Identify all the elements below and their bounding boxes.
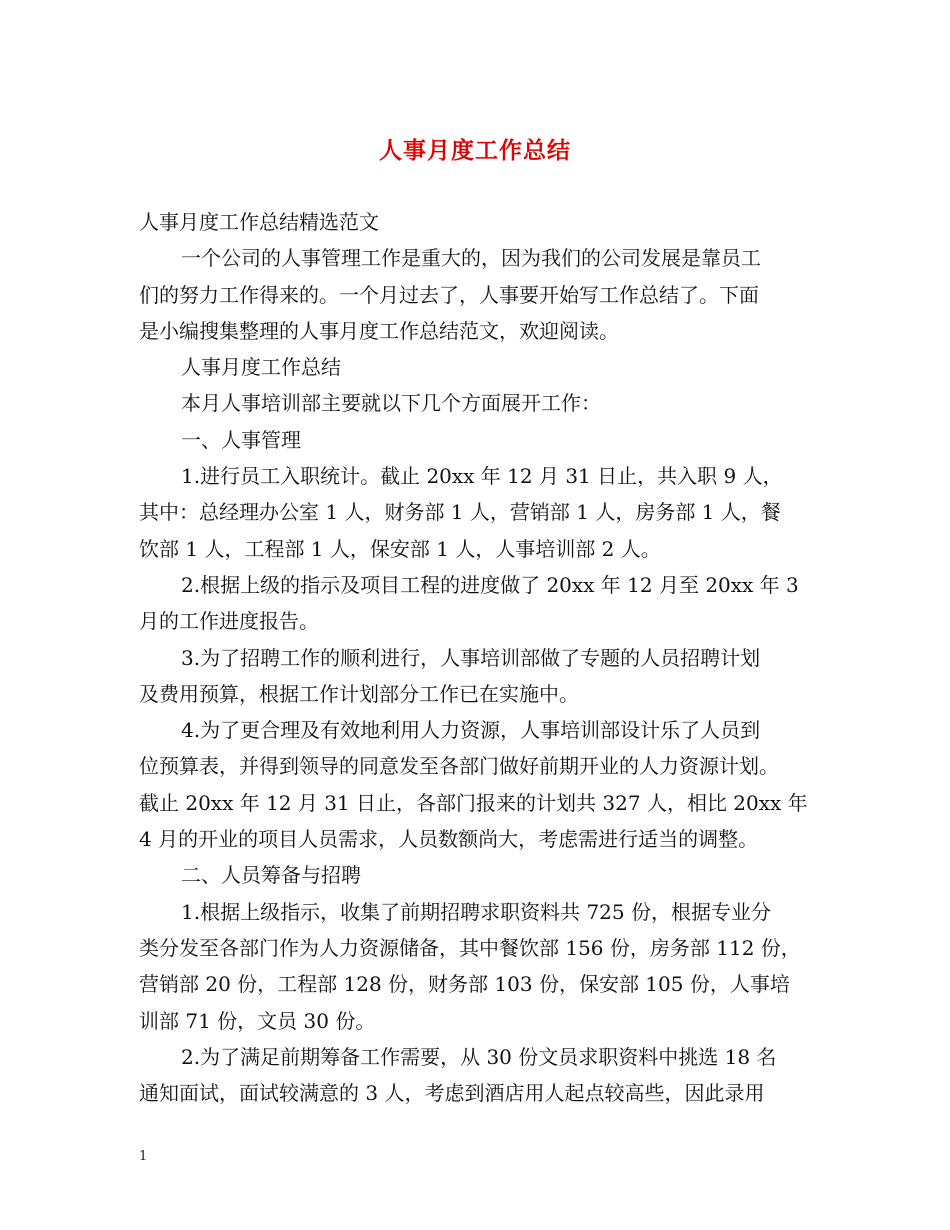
body-line: 及费用预算，根据工作计划部分工作已在实施中。 [139,681,579,706]
body-line: 一、人事管理 [181,427,301,452]
body-line: 2.为了满足前期筹备工作需要，从 30 份文员求职资料中挑选 18 名 [181,1044,777,1069]
body-line: 营销部 20 份，工程部 128 份，财务部 103 份，保安部 105 份，人事培 [139,972,790,997]
body-line: 们的努力工作得来的。一个月过去了，人事要开始写工作总结了。下面 [139,282,759,307]
body-line: 4 月的开业的项目人员需求，人员数额尚大，考虑需进行适当的调整。 [139,827,759,852]
body-line: 类分发至各部门作为人力资源储备，其中餐饮部 156 份，房务部 112 份， [139,935,801,960]
body-line: 饮部 1 人，工程部 1 人，保安部 1 人，人事培训部 2 人。 [139,536,661,561]
document-body [139,204,814,1111]
body-line: 二、人员筹备与招聘 [181,863,361,888]
body-line: 人事月度工作总结精选范文 [139,210,379,234]
body-line: 人事月度工作总结 [181,355,341,380]
document-title: 人事月度工作总结 [379,137,571,164]
body-line: 其中：总经理办公室 1 人，财务部 1 人，营销部 1 人，房务部 1 人，餐 [139,500,781,525]
body-line: 一个公司的人事管理工作是重大的，因为我们的公司发展是靠员工 [181,246,761,271]
body-line: 位预算表，并得到领导的同意发至各部门做好前期开业的人力资源计划。 [139,754,779,779]
body-line: 1.进行员工入职统计。截止 20xx 年 12 月 31 日止，共入职 9 人， [181,464,783,489]
body-line: 训部 71 份，文员 30 份。 [139,1008,376,1033]
body-line: 是小编搜集整理的人事月度工作总结范文，欢迎阅读。 [139,318,619,343]
body-line: 1.根据上级指示，收集了前期招聘求职资料共 725 份，根据专业分 [181,899,771,924]
body-line: 2.根据上级的指示及项目工程的进度做了 20xx 年 12 月至 20xx 年 3 [181,572,799,597]
body-line: 月的工作进度报告。 [139,609,319,634]
body-line: 4.为了更合理及有效地利用人力资源，人事培训部设计乐了人员到 [181,718,761,743]
body-line: 3.为了招聘工作的顺利进行，人事培训部做了专题的人员招聘计划 [181,645,761,670]
body-line: 截止 20xx 年 12 月 31 日止，各部门报来的计划共 327 人，相比 20xx 年 [139,790,808,815]
body-line: 通知面试，面试较满意的 3 人，考虑到酒店用人起点较高些，因此录用 [139,1081,765,1106]
page-number: 1 [139,1149,148,1164]
body-line: 本月人事培训部主要就以下几个方面展开工作： [181,391,601,416]
